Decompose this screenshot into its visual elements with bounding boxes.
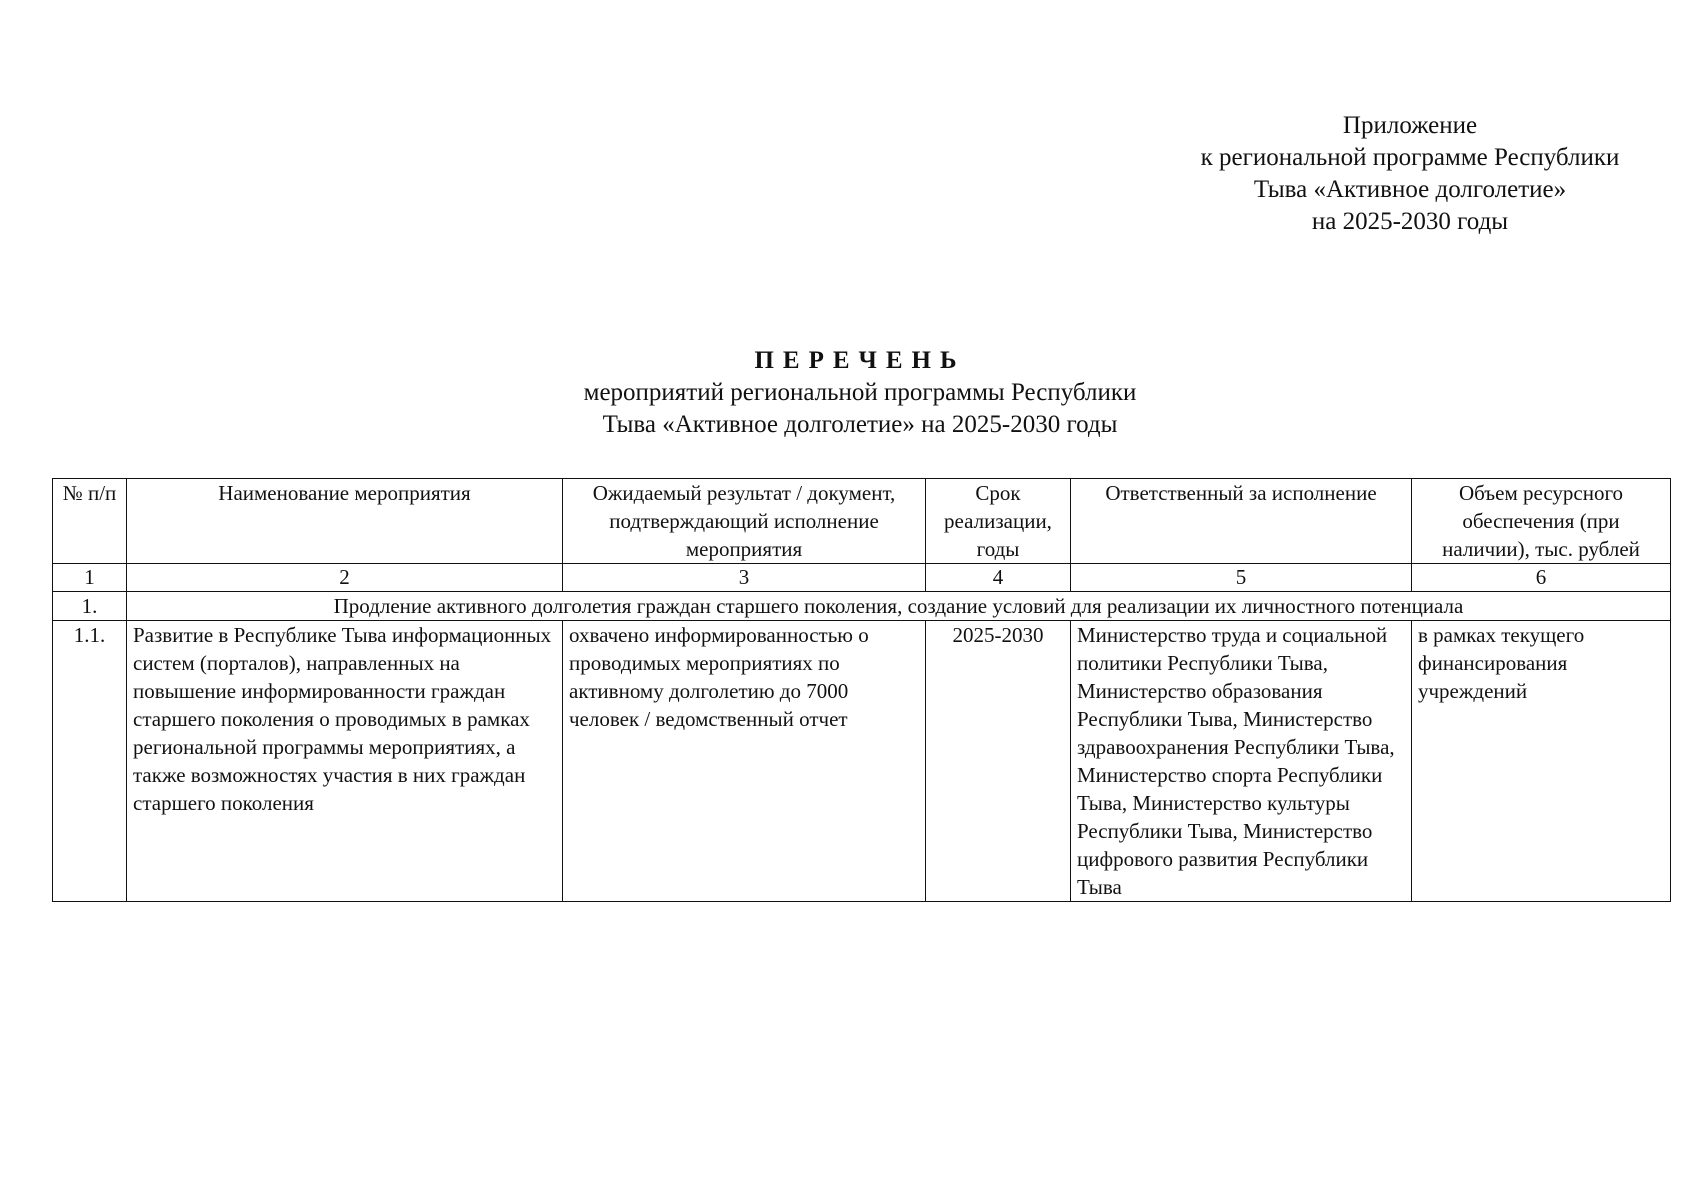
appendix-line: на 2025-2030 годы — [1311, 208, 1509, 235]
column-number: 6 — [1412, 564, 1671, 592]
section-title: Продление активного долголетия граждан старшего поколения, создание условий для реализации их личностного потенциала — [127, 592, 1671, 621]
appendix-note — [1130, 110, 1690, 238]
row-funding: в рамках текущего финансирования учреждений — [1412, 621, 1671, 902]
document-subtitle-line: мероприятий региональной программы Республики — [583, 379, 1137, 406]
row-number: 1.1. — [53, 621, 127, 902]
section-row — [53, 592, 1671, 621]
header-funding: Объем ресурсного обеспечения (при наличии), тыс. рублей — [1412, 479, 1671, 564]
document-title-block — [40, 345, 1680, 441]
row-responsible: Министерство труда и социальной политики Республики Тыва, Министерство образования Республики Тыва, Министерство здравоохранения Республики Тыва, Министерство спорта Республики Тыва, Министерство культуры Республики Тыва, Министерство цифрового развития Республики Тыва — [1071, 621, 1412, 902]
column-number: 1 — [53, 564, 127, 592]
row-period: 2025-2030 — [926, 621, 1071, 902]
header-period: Срок реализации, годы — [926, 479, 1071, 564]
column-number: 2 — [127, 564, 563, 592]
table-row — [53, 621, 1671, 902]
appendix-line: Тыва «Активное долголетие» — [1253, 176, 1567, 203]
column-number: 3 — [563, 564, 926, 592]
document-title: ПЕРЕЧЕНЬ — [754, 347, 966, 374]
document-subtitle-line: Тыва «Активное долголетие» на 2025-2030 годы — [602, 411, 1118, 438]
row-name: Развитие в Республике Тыва информационных систем (порталов), направленных на повышение информированности граждан старшего поколения о проводимых в рамках региональной программы мероприятиях, а также возможностях участия в них граждан старшего поколения — [127, 621, 563, 902]
table-header-row — [53, 479, 1671, 564]
header-name: Наименование мероприятия — [127, 479, 563, 564]
section-number: 1. — [53, 592, 127, 621]
column-number-row — [53, 564, 1671, 592]
header-result: Ожидаемый результат / документ, подтверждающий исполнение мероприятия — [563, 479, 926, 564]
appendix-line: Приложение — [1342, 112, 1478, 139]
row-result: охвачено информированностью о проводимых мероприятиях по активному долголетию до 7000 человек / ведомственный отчет — [563, 621, 926, 902]
column-number: 4 — [926, 564, 1071, 592]
header-responsible: Ответственный за исполнение — [1071, 479, 1412, 564]
column-number: 5 — [1071, 564, 1412, 592]
header-number: № п/п — [53, 479, 127, 564]
appendix-line: к региональной программе Республики — [1200, 144, 1620, 171]
events-table — [52, 478, 1671, 902]
